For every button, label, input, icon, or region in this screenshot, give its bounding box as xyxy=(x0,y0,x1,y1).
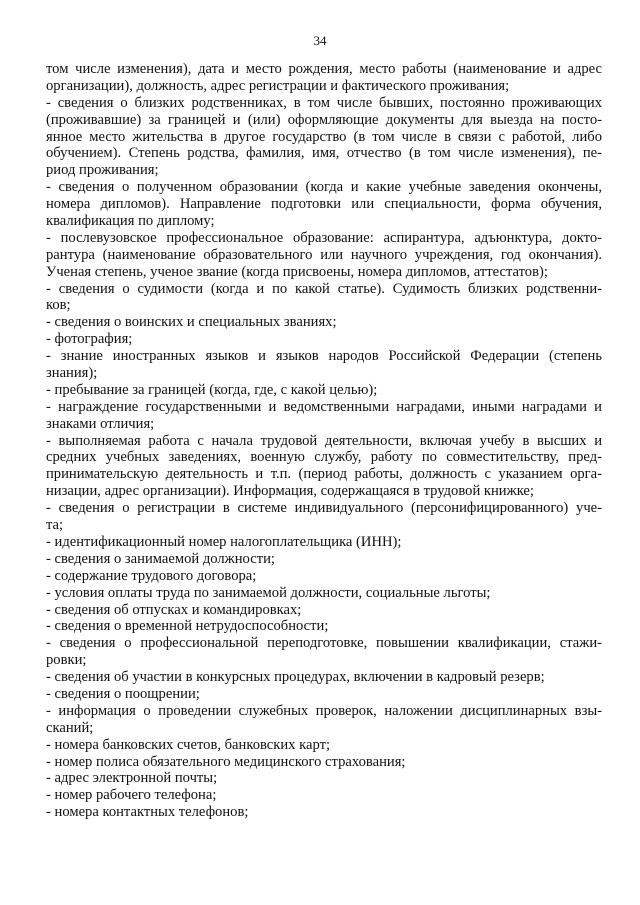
text-line: - номера контактных телефонов; xyxy=(46,804,249,821)
text-line: Ученая степень, ученое звание (когда присвоены, номера дипломов, аттестатов); xyxy=(46,263,548,280)
text-line: - пребывание за границей (когда, где, с какой целью); xyxy=(46,381,378,398)
text-line: - условия оплаты труда по занимаемой должности, социальные льготы; xyxy=(46,584,491,601)
text-line: - адрес электронной почты; xyxy=(46,770,218,787)
text-line: рантура (наименование образовательного или научного учреждения, год окончания). xyxy=(46,246,602,263)
text-line: - награждение государственными и ведомственными наградами, иными наградами и xyxy=(46,398,602,415)
text-line: - сведения об отпусках и командировках; xyxy=(46,601,302,618)
page-number: 34 xyxy=(313,33,327,48)
document-body-text xyxy=(46,61,602,821)
text-line: - сведения о регистрации в системе индивидуального (персонифицированного) уче- xyxy=(46,500,602,517)
text-line: - сведения о поощрении; xyxy=(46,685,200,702)
text-line: - сведения о полученном образовании (когда и какие учебные заведения окончены, xyxy=(46,179,602,196)
text-line: та; xyxy=(46,517,64,534)
text-line: знаками отличия; xyxy=(46,415,155,432)
text-line: - номер полиса обязательного медицинского страхования; xyxy=(46,753,406,770)
text-line: обучением). Степень родства, фамилия, имя, отчество (в том числе изменения), пе- xyxy=(46,145,602,162)
text-line: сканий; xyxy=(46,719,94,736)
text-line: квалификация по диплому; xyxy=(46,213,215,230)
text-line: - информация о проведении служебных проверок, наложении дисциплинарных взы- xyxy=(46,702,602,719)
text-line: - сведения о судимости (когда и по какой статье). Судимость близких родственни- xyxy=(46,280,602,297)
text-line: знания); xyxy=(46,365,98,382)
text-line: - сведения об участии в конкурсных процедурах, включении в кадровый резерв; xyxy=(46,669,545,686)
text-line: - сведения о профессиональной переподготовке, повышении квалификации, стажи- xyxy=(46,635,602,652)
text-line: - выполняемая работа с начала трудовой деятельности, включая учебу в высших и xyxy=(46,432,602,449)
text-line: - номер рабочего телефона; xyxy=(46,787,217,804)
text-line: - номера банковских счетов, банковских карт; xyxy=(46,736,330,753)
text-line: - послевузовское профессиональное образование: аспирантура, адъюнктура, докто- xyxy=(46,229,602,246)
text-line: ровки; xyxy=(46,652,87,669)
text-line: - сведения о временной нетрудоспособности; xyxy=(46,618,329,635)
text-line: принимательскую деятельность и т.п. (период работы, должность с указанием орга- xyxy=(46,466,602,483)
text-line: - сведения о воинских и специальных званиях; xyxy=(46,314,337,331)
text-line: организации), должность, адрес регистрации и фактического проживания; xyxy=(46,77,510,94)
text-line: (проживавшие) за границей и (или) оформляющие документы для выезда на посто- xyxy=(46,111,602,128)
text-line: - сведения о близких родственниках, в том числе бывших, постоянно проживающих xyxy=(46,94,602,111)
text-line: ков; xyxy=(46,297,71,314)
text-line: янное место жительства в другое государство (в том числе в связи с работой, либо xyxy=(46,128,602,145)
text-line: - фотография; xyxy=(46,331,133,348)
text-line: - содержание трудового договора; xyxy=(46,567,257,584)
text-line: низации, адрес организации). Информация, содержащаяся в трудовой книжке; xyxy=(46,483,534,500)
text-line: том числе изменения), дата и место рождения, место работы (наименование и адрес xyxy=(46,61,602,77)
text-line: - сведения о занимаемой должности; xyxy=(46,550,275,567)
text-line: риод проживания; xyxy=(46,162,159,179)
text-line: номера дипломов). Направление подготовки или специальности, форма обучения, xyxy=(46,196,602,213)
text-line: - идентификационный номер налогоплательщика (ИНН); xyxy=(46,533,402,550)
text-line: - знание иностранных языков и языков народов Российской Федерации (степень xyxy=(46,348,602,365)
text-line: средних учебных заведениях, военную службу, работу по совместительству, пред- xyxy=(46,449,602,466)
